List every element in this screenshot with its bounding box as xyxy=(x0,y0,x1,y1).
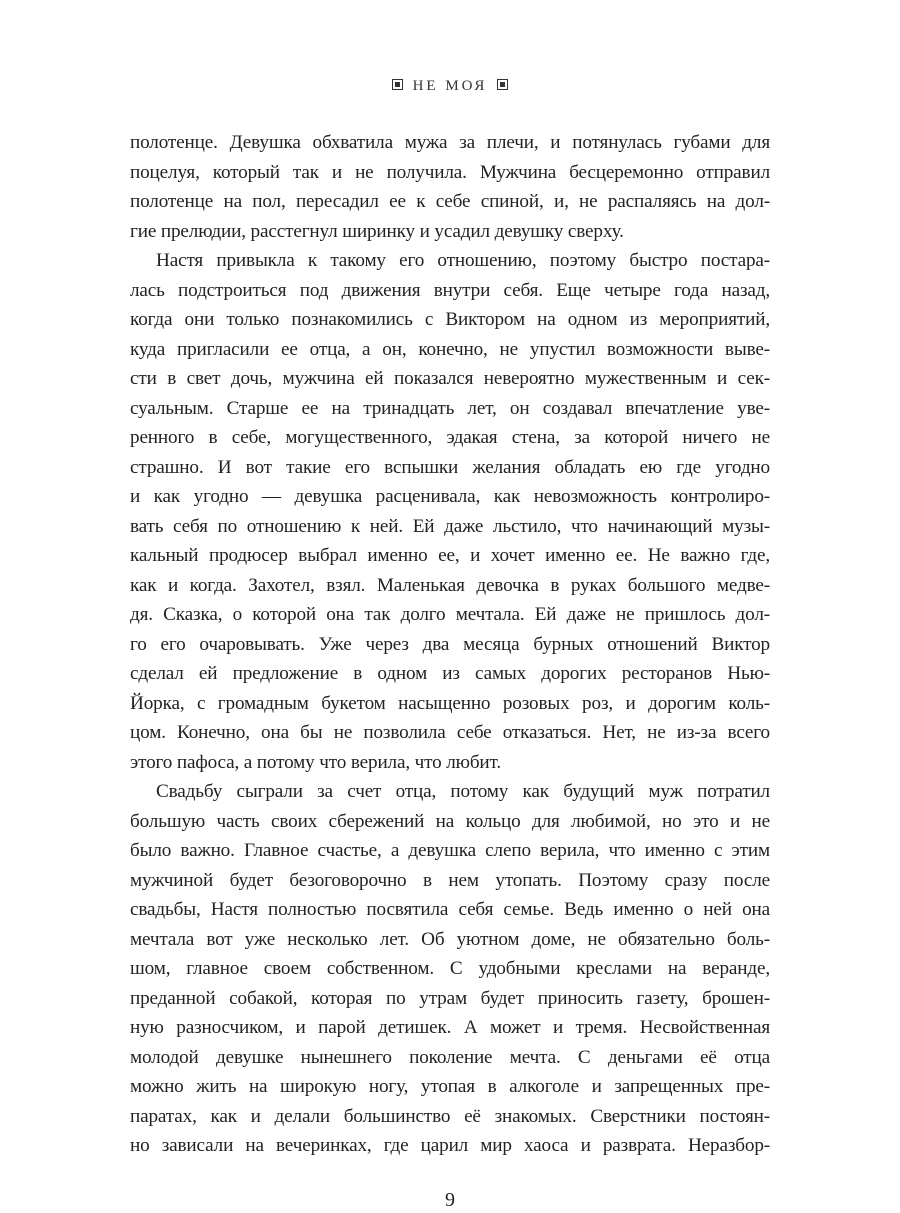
text-line: кальный продюсер выбрал именно ее, и хочет именно ее. Не важно где, xyxy=(130,545,770,566)
text-line: можно жить на широкую ногу, утопая в алкоголе и запрещенных пре- xyxy=(130,1076,770,1097)
text-line: преданной собакой, которая по утрам будет приносить газету, брошен- xyxy=(130,987,770,1009)
text-line: мечтала вот уже несколько лет. Об уютном доме, не обязательно боль- xyxy=(130,928,770,950)
square-ornament-icon xyxy=(392,79,403,90)
text-line: цом. Конечно, она бы не позволила себе отказаться. Нет, не из-за всего xyxy=(130,722,770,743)
text-line: сделал ей предложение в одном из самых дорогих ресторанов Нью- xyxy=(130,663,770,684)
text-line: сти в свет дочь, мужчина ей показался невероятно мужественным и сек- xyxy=(130,368,770,389)
text-line: молодой девушке нынешнего поколение мечта. С деньгами её отца xyxy=(130,1046,770,1068)
page-number: 9 xyxy=(445,1188,455,1211)
text-line: полотенце. Девушка обхватила мужа за плечи, и потянулась губами для xyxy=(130,132,770,153)
text-line: гие прелюдии, расстегнул ширинку и усадил девушку сверху. xyxy=(130,220,624,242)
text-line: ную разносчиком, и парой детишек. А может и тремя. Несвойственная xyxy=(130,1017,770,1038)
text-line: шом, главное своем собственном. С удобными креслами на веранде, xyxy=(130,958,770,979)
paragraph xyxy=(130,246,770,777)
text-line: паратах, как и делали большинство её знакомых. Сверстники постоян- xyxy=(130,1105,770,1127)
text-line: и как угодно — девушка расценивала, как невозможность контролиро- xyxy=(130,486,770,507)
text-line: го его очаровывать. Уже через два месяца бурных отношений Виктор xyxy=(130,633,770,655)
text-line: Свадьбу сыграли за счет отца, потому как будущий муж потратил xyxy=(156,781,770,802)
text-line: лась подстроиться под движения внутри себя. Еще четыре года назад, xyxy=(130,279,770,301)
paragraph xyxy=(130,777,770,1161)
text-line: этого пафоса, а потому что верила, что любит. xyxy=(130,751,501,773)
text-line: поцелуя, который так и не получила. Мужчина бесцеремонно отправил xyxy=(130,161,770,183)
text-line: но зависали на вечеринках, где царил мир хаоса и разврата. Неразбор- xyxy=(130,1135,770,1156)
text-line: мужчиной будет безоговорочно в нем утопать. Поэтому сразу после xyxy=(130,869,770,891)
text-line: Настя привыкла к такому его отношению, поэтому быстро постара- xyxy=(156,250,770,271)
text-line: было важно. Главное счастье, а девушка слепо верила, что именно с этим xyxy=(130,840,770,861)
text-line: когда они только познакомились с Виктором на одном из мероприятий, xyxy=(130,309,770,330)
text-line: куда пригласили ее отца, а он, конечно, не упустил возможности выве- xyxy=(130,338,770,360)
body-text xyxy=(130,128,770,1161)
running-header-title: НЕ МОЯ xyxy=(412,78,488,94)
paragraph xyxy=(130,128,770,246)
text-line: Йорка, с громадным букетом насыщенно розовых роз, и дорогим коль- xyxy=(130,692,770,714)
text-line: свадьбы, Настя полностью посвятила себя семье. Ведь именно о ней она xyxy=(130,899,770,920)
text-line: полотенце на пол, пересадил ее к себе спиной, и, не распаляясь на дол- xyxy=(130,191,770,212)
text-line: дя. Сказка, о которой она так долго мечтала. Ей даже не пришлось дол- xyxy=(130,604,770,625)
text-line: как и когда. Захотел, взял. Маленькая девочка в руках большого медве- xyxy=(130,574,770,596)
text-line: страшно. И вот такие его вспышки желания обладать ею где угодно xyxy=(130,456,770,478)
running-header xyxy=(0,76,900,96)
text-line: суальным. Старше ее на тринадцать лет, он создавал впечатление уве- xyxy=(130,397,770,419)
square-ornament-icon xyxy=(497,79,508,90)
text-line: большую часть своих сбережений на кольцо для любимой, но это и не xyxy=(130,810,770,832)
text-line: вать себя по отношению к ней. Ей даже льстило, что начинающий музы- xyxy=(130,515,770,537)
text-line: ренного в себе, могущественного, эдакая стена, за которой ничего не xyxy=(130,427,770,448)
